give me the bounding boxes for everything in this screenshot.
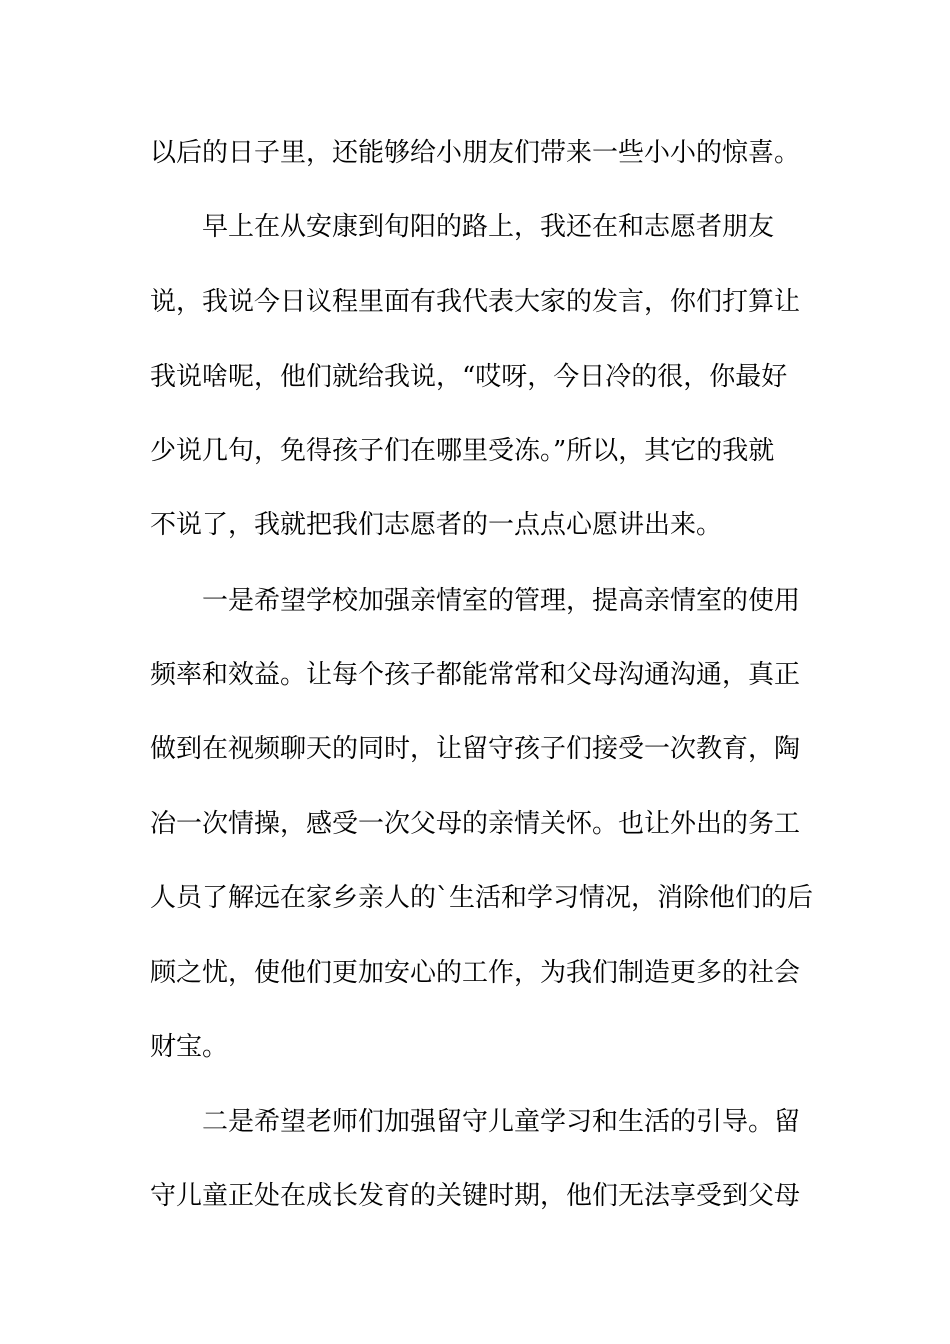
- text-line-15: 守儿童正处在成长发育的关键时期，他们无法享受到父母: [150, 1181, 801, 1211]
- paragraph-start-line: 一是希望学校加强亲情室的管理，提高亲情室的使用: [202, 586, 801, 616]
- paragraph-start-line: 早上在从安康到旬阳的路上，我还在和志愿者朋友: [202, 212, 775, 242]
- text-line-3: 说，我说今日议程里面有我代表大家的发言，你们打算让: [150, 287, 801, 317]
- text-line-10: 冶一次情操，感受一次父母的亲情关怀。也让外出的务工: [150, 809, 801, 839]
- text-line-6: 不说了，我就把我们志愿者的一点点心愿讲出来。: [150, 510, 723, 540]
- text-line-12: 顾之忧，使他们更加安心的工作，为我们制造更多的社会: [150, 958, 801, 988]
- text-line-4: 我说啥呢，他们就给我说，“哎呀，今日冷的很，你最好: [150, 362, 788, 392]
- text-line-8: 频率和效益。让每个孩子都能常常和父母沟通沟通，真正: [150, 660, 801, 690]
- text-line-13: 财宝。: [150, 1032, 229, 1062]
- paragraph-start-line: 二是希望老师们加强留守儿童学习和生活的引导。留: [202, 1107, 801, 1137]
- text-line-9: 做到在视频聊天的同时，让留守孩子们接受一次教育，陶: [150, 734, 801, 764]
- text-line-1: 以后的日子里，还能够给小朋友们带来一些小小的惊喜。: [150, 138, 801, 168]
- text-line-5: 少说几句，免得孩子们在哪里受冻。”所以，其它的我就: [150, 436, 775, 466]
- text-line-11: 人员了解远在家乡亲人的`生活和学习情况，消除他们的后: [150, 883, 814, 913]
